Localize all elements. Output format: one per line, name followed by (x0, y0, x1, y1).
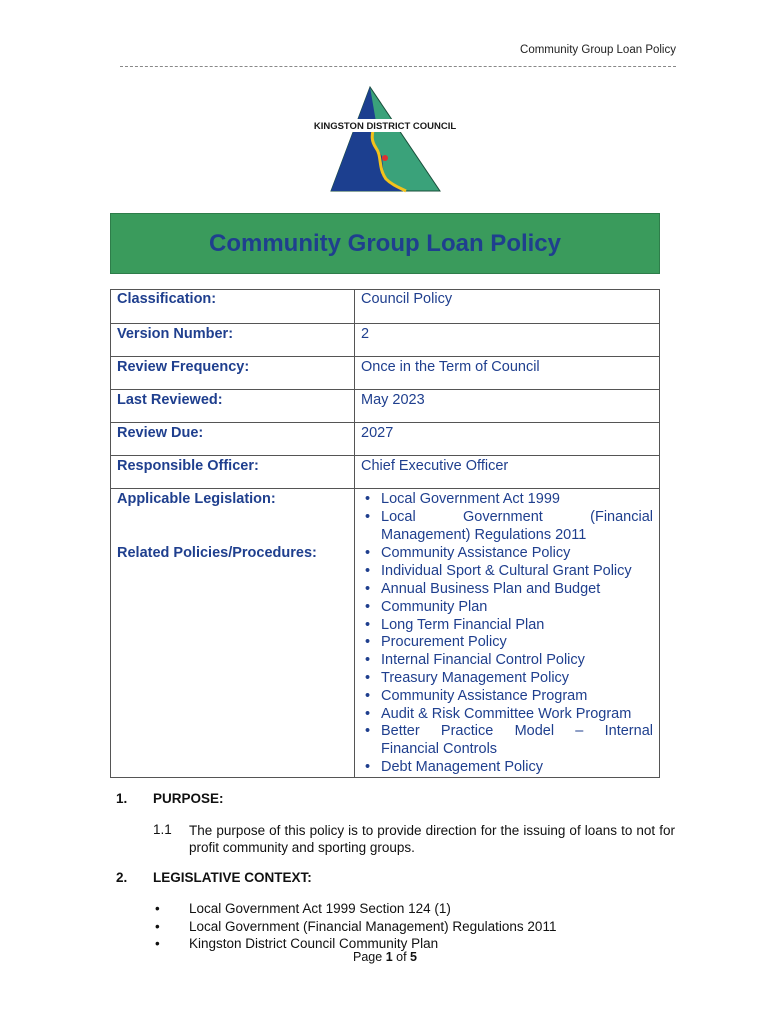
row-value: May 2023 (355, 390, 660, 423)
list-item: • Kingston District Council Community Plan (153, 935, 556, 953)
list-item (361, 509, 653, 545)
row-label: Responsible Officer: (111, 456, 355, 489)
legislation-list (361, 491, 653, 544)
list-item: • Annual Business Plan and Budget (361, 581, 653, 599)
row-value: Chief Executive Officer (355, 456, 660, 489)
row-value: Once in the Term of Council (355, 357, 660, 390)
running-header: Community Group Loan Policy (520, 44, 676, 56)
list-item: • Audit & Risk Committee Work Program (361, 706, 653, 724)
table-row (111, 357, 660, 390)
page-number (0, 950, 770, 964)
list-item: • Community Plan (361, 599, 653, 617)
table-row (111, 544, 660, 777)
row-label: Version Number: (111, 324, 355, 357)
row-value: Council Policy (355, 290, 660, 324)
row-label: Review Frequency: (111, 357, 355, 390)
list-item-line: Financial Controls (381, 741, 498, 758)
logo-triangle-icon (313, 84, 457, 194)
logo-text: KINGSTON DISTRICT COUNCIL (313, 121, 457, 132)
list-item: • Debt Management Policy (361, 759, 653, 777)
section-title: PURPOSE: (153, 791, 224, 806)
council-logo (313, 84, 457, 194)
section-title: LEGISLATIVE CONTEXT: (153, 870, 312, 885)
list-item: • Long Term Financial Plan (361, 617, 653, 635)
page-current: 1 (385, 950, 393, 964)
list-item-line: Management) Regulations 2011 (381, 526, 587, 543)
table-row (111, 423, 660, 456)
policy-info-table (110, 289, 660, 778)
legislation-list-cell (355, 489, 660, 545)
page-total: 5 (410, 950, 417, 964)
paragraph-number: 1.1 (153, 822, 172, 837)
section-number: 1. (116, 791, 128, 806)
title-banner (110, 213, 660, 274)
table-row (111, 324, 660, 357)
list-item (361, 723, 653, 759)
page-of: of (396, 950, 407, 964)
related-policies-list (361, 545, 653, 776)
page-prefix: Page (353, 950, 383, 964)
list-item-line: • Better Practice Model – Internal (381, 723, 653, 740)
related-list-cell (355, 544, 660, 777)
list-item: • Local Government Act 1999 (361, 491, 653, 509)
row-value: 2 (355, 324, 660, 357)
row-label: Classification: (111, 290, 355, 324)
list-item: • Local Government (Financial Management) Regulations 2011 (153, 918, 556, 936)
row-value: 2027 (355, 423, 660, 456)
table-row (111, 489, 660, 545)
row-label: Applicable Legislation: (111, 489, 355, 545)
list-item: • Internal Financial Control Policy (361, 652, 653, 670)
table-row (111, 290, 660, 324)
page-title: Community Group Loan Policy (208, 229, 562, 257)
table-row (111, 390, 660, 423)
list-item: • Procurement Policy (361, 634, 653, 652)
row-label: Related Policies/Procedures: (111, 544, 355, 777)
header-divider (120, 66, 676, 67)
list-item-line: • Local Government (Financial (381, 508, 653, 525)
list-item: • Individual Sport & Cultural Grant Policy (361, 563, 653, 581)
row-label: Review Due: (111, 423, 355, 456)
list-item: • Local Government Act 1999 Section 124 (1) (153, 900, 556, 918)
list-item: • Treasury Management Policy (361, 670, 653, 688)
list-item: • Community Assistance Policy (361, 545, 653, 563)
table-row (111, 456, 660, 489)
legislative-context-list (153, 900, 556, 953)
row-label: Last Reviewed: (111, 390, 355, 423)
list-item: • Community Assistance Program (361, 688, 653, 706)
section-number: 2. (116, 870, 128, 885)
paragraph-text: The purpose of this policy is to provide direction for the issuing of loans to not for profit community and sporting groups. (189, 823, 675, 855)
